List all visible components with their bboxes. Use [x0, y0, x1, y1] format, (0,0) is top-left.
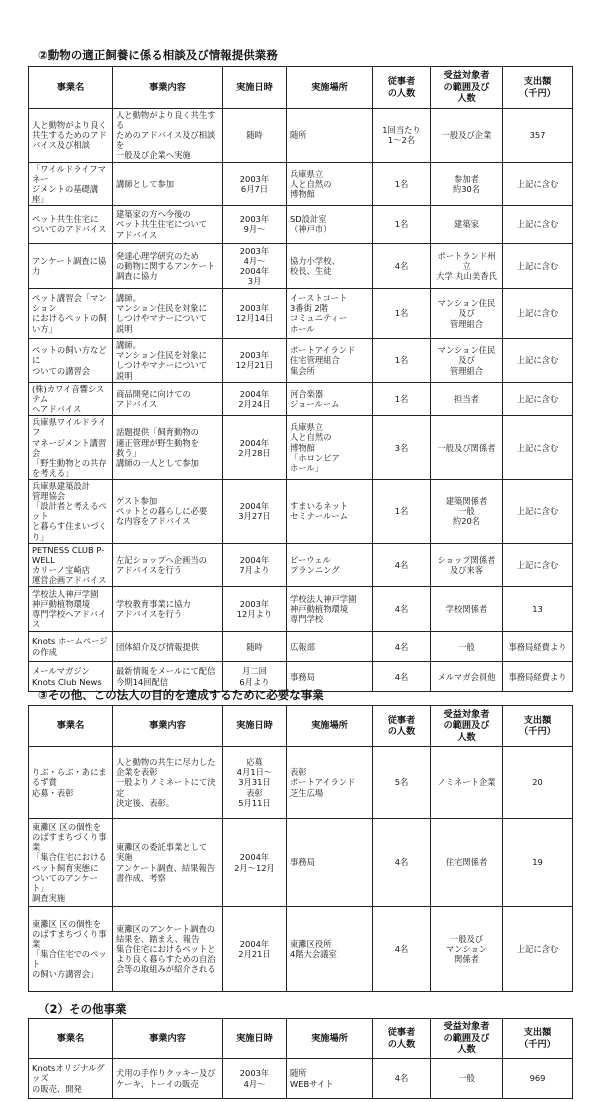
cell-beneficiaries: 一般及び マンション 関係者 — [431, 907, 503, 992]
header-row — [29, 1019, 573, 1059]
cell-staff-count: 4名 — [373, 662, 431, 692]
table-row — [29, 587, 573, 632]
cell-date: 2004年 7月より — [223, 543, 287, 586]
cell-staff-count: 1名 — [373, 288, 431, 338]
cell-project-content: 講師。 マンション住民を対象に しつけやマナーについて 説明 — [113, 288, 223, 338]
cell-expenditure: 上記に含む — [503, 288, 573, 338]
cell-date: 2003年 4月～ — [223, 1059, 287, 1099]
cell-expenditure: 上記に含む — [503, 479, 573, 543]
table-row — [29, 243, 573, 288]
cell-staff-count: 4名 — [373, 543, 431, 586]
col-header-expenditure: 支出額 （千円） — [503, 67, 573, 109]
table-row — [29, 205, 573, 243]
cell-date: 2003年 4月～ 2004年 3月 — [223, 243, 287, 288]
col-header-project-content: 事業内容 — [113, 1019, 223, 1059]
cell-date: 2004年 2月24日 — [223, 382, 287, 415]
section-heading-consultation: ②動物の適正飼養に係る相談及び情報提供業務 — [38, 48, 278, 62]
cell-expenditure: 上記に含む — [503, 907, 573, 992]
cell-beneficiaries: 一般 — [431, 1059, 503, 1099]
cell-project-name: 兵庫県ワイルドライフ マネージメント講習会 「野生動物との共存 を考える」 — [29, 416, 113, 480]
col-header-date: 実施日時 — [223, 1019, 287, 1059]
table-row — [29, 382, 573, 415]
cell-project-content: 最新情報をメールにて配信 今期14回配信 — [113, 662, 223, 692]
cell-venue: 表彰 ポートアイランド 芝生広場 — [287, 747, 373, 819]
cell-date: 2004年 2月～12月 — [223, 819, 287, 907]
cell-project-name: 「ワイルドライフマネー ジメントの基礎講座」 — [29, 162, 113, 205]
cell-venue: 広報部 — [287, 632, 373, 662]
cell-project-name: ペットの飼い方などに ついての講習会 — [29, 338, 113, 382]
cell-beneficiaries: 一般及び企業 — [431, 109, 503, 163]
cell-project-name: 人と動物がより良く 共生するためのアド バイス及び相談 — [29, 109, 113, 163]
table-row — [29, 819, 573, 907]
cell-venue: ポートアイランド 住宅管理組合 集会所 — [287, 338, 373, 382]
cell-beneficiaries: マンション住民及び 管理組合 — [431, 288, 503, 338]
cell-venue: 随所 WEBサイト — [287, 1059, 373, 1099]
cell-date: 2003年 6月7日 — [223, 162, 287, 205]
cell-date: 2003年 12月14日 — [223, 288, 287, 338]
col-header-project-content: 事業内容 — [113, 67, 223, 109]
cell-project-content: 団体紹介及び情報提供 — [113, 632, 223, 662]
cell-beneficiaries: マンション住民及び 管理組合 — [431, 338, 503, 382]
cell-expenditure: 上記に含む — [503, 243, 573, 288]
col-header-project-name: 事業名 — [29, 706, 113, 747]
cell-project-content: 建築家の方へ今後の ペット共生住宅について アドバイス — [113, 205, 223, 243]
cell-date: 随時 — [223, 632, 287, 662]
cell-expenditure: 上記に含む — [503, 205, 573, 243]
col-header-venue: 実施場所 — [287, 67, 373, 109]
header-row — [29, 67, 573, 109]
section-heading-other-purpose: ③その他、この法人の目的を達成するために必要な事業 — [38, 688, 324, 702]
table-row — [29, 543, 573, 586]
cell-venue: 東灘区役所 4階大会議室 — [287, 907, 373, 992]
col-header-beneficiaries: 受益対象者 の範囲及び 人数 — [431, 1019, 503, 1059]
cell-project-name: Knotsオリジナルグッズ の販売、開発 — [29, 1059, 113, 1099]
cell-staff-count: 5名 — [373, 747, 431, 819]
cell-venue: 河合楽器 ジョールーム — [287, 382, 373, 415]
cell-venue: 事務局 — [287, 662, 373, 692]
cell-staff-count: 1名 — [373, 479, 431, 543]
cell-staff-count: 1名 — [373, 382, 431, 415]
cell-date: 2003年 9月～ — [223, 205, 287, 243]
col-header-beneficiaries: 受益対象者 の範囲及び 人数 — [431, 67, 503, 109]
cell-project-content: 発達心理学研究のため の動物に関するアンケート 調査に協力 — [113, 243, 223, 288]
cell-project-name: アンケート調査に協力 — [29, 243, 113, 288]
cell-venue: すまいるネット セミナールーム — [287, 479, 373, 543]
cell-project-name: ペット共生住宅に ついてのアドバイス — [29, 205, 113, 243]
cell-project-name: りぶ・らぶ・あにまるず賞 応募・表彰 — [29, 747, 113, 819]
other-business-table — [28, 1018, 573, 1099]
table-row — [29, 747, 573, 819]
cell-beneficiaries: メルマガ会員他 — [431, 662, 503, 692]
cell-project-name: PETNESS CLUB P-WELL カリーノ宝崎店 運営企画アドバイス — [29, 543, 113, 586]
col-header-date: 実施日時 — [223, 706, 287, 747]
cell-beneficiaries: 学校関係者 — [431, 587, 503, 632]
cell-staff-count: 1名 — [373, 162, 431, 205]
col-header-project-name: 事業名 — [29, 1019, 113, 1059]
cell-venue: 協力小学校、 校長、生徒 — [287, 243, 373, 288]
cell-project-name: ペット講習会「マンション におけるペットの飼い方」 — [29, 288, 113, 338]
cell-venue: 兵庫県立 人と自然の 博物館 「ホロンピア ホール」 — [287, 416, 373, 480]
cell-date: 2004年 3月27日 — [223, 479, 287, 543]
cell-date: 2003年 12月より — [223, 587, 287, 632]
cell-project-content: 犬用の手作りクッキー及び ケーキ、トーイの販売 — [113, 1059, 223, 1099]
cell-project-name: メールマガジン Knots Club News — [29, 662, 113, 692]
cell-venue: 随所 — [287, 109, 373, 163]
cell-beneficiaries: 参加者 約30名 — [431, 162, 503, 205]
cell-date: 2004年 2月21日 — [223, 907, 287, 992]
cell-project-name: (株)カワイ音響システム へアドバイス — [29, 382, 113, 415]
cell-expenditure: 357 — [503, 109, 573, 163]
cell-beneficiaries: ノミネート企業 — [431, 747, 503, 819]
col-header-project-name: 事業名 — [29, 67, 113, 109]
col-header-expenditure: 支出額 （千円） — [503, 1019, 573, 1059]
cell-project-content: 人と動物がより良く共生する ためのアドバイス及び相談を 一般及び企業へ実施 — [113, 109, 223, 163]
section-heading-other-business: （2）その他事業 — [38, 1002, 127, 1016]
cell-date: 月二回 6月より — [223, 662, 287, 692]
cell-staff-count: 4名 — [373, 587, 431, 632]
cell-date: 2004年 2月28日 — [223, 416, 287, 480]
cell-staff-count: 4名 — [373, 243, 431, 288]
cell-expenditure: 事務局経費より — [503, 632, 573, 662]
cell-beneficiaries: 住宅関係者 — [431, 819, 503, 907]
col-header-staff-count: 従事者 の人数 — [373, 1019, 431, 1059]
col-header-expenditure: 支出額 （千円） — [503, 706, 573, 747]
cell-venue: イーストコート 3番街 2階 コミュニティー ホール — [287, 288, 373, 338]
cell-project-content: 講師として参加 — [113, 162, 223, 205]
table-row — [29, 288, 573, 338]
cell-staff-count: 4名 — [373, 819, 431, 907]
cell-project-content: 東灘区のアンケート調査の 結果を、踏まえ、報告 集合住宅におけるペットと より良く暮らすための自治 会等の取組みが紹介される — [113, 907, 223, 992]
cell-project-name: 東灘区 区の個性を のばすまちづくり事業 「集合住宅でのペット の飼い方講習会」 — [29, 907, 113, 992]
cell-expenditure: 20 — [503, 747, 573, 819]
cell-beneficiaries: ポートランド州立 大学 丸山美香氏 — [431, 243, 503, 288]
cell-project-content: 人と動物の共生に尽力した 企業を表彰 一般よりノミネートにて決定 決定後、表彰。 — [113, 747, 223, 819]
cell-staff-count: 4名 — [373, 632, 431, 662]
cell-date: 2003年 12月21日 — [223, 338, 287, 382]
header-row — [29, 706, 573, 747]
cell-staff-count: 1名 — [373, 205, 431, 243]
cell-date: 応募 4月1日～ 3月31日 表彰 5月11日 — [223, 747, 287, 819]
cell-project-content: 講師。 マンション住民を対象に しつけやマナーについて 説明 — [113, 338, 223, 382]
col-header-beneficiaries: 受益対象者 の範囲及び 人数 — [431, 706, 503, 747]
col-header-staff-count: 従事者 の人数 — [373, 67, 431, 109]
cell-project-content: 東灘区の委託事業として 実施 アンケート調査、結果報告 書作成、考察 — [113, 819, 223, 907]
col-header-date: 実施日時 — [223, 67, 287, 109]
cell-venue: 事務局 — [287, 819, 373, 907]
table-row — [29, 1059, 573, 1099]
cell-project-name: 兵庫県建築設計 管理協会 「設計者と考えるペット と暮らす住まいづくり」 — [29, 479, 113, 543]
cell-staff-count: 4名 — [373, 1059, 431, 1099]
cell-beneficiaries: 一般及び関係者 — [431, 416, 503, 480]
col-header-venue: 実施場所 — [287, 706, 373, 747]
table-row — [29, 338, 573, 382]
cell-expenditure: 13 — [503, 587, 573, 632]
cell-staff-count: 3名 — [373, 416, 431, 480]
table-row — [29, 416, 573, 480]
cell-project-name: 東灘区 区の個性を のばすまちづくり事業 「集合住宅における ペット飼育実態に ついてのアンケート」 調査実施 — [29, 819, 113, 907]
cell-expenditure: 上記に含む — [503, 416, 573, 480]
cell-expenditure: 19 — [503, 819, 573, 907]
cell-staff-count: 1回当たり 1～2名 — [373, 109, 431, 163]
cell-project-content: 学校教育事業に協力 アドバイスを行う — [113, 587, 223, 632]
col-header-venue: 実施場所 — [287, 1019, 373, 1059]
table-row — [29, 162, 573, 205]
table-row — [29, 479, 573, 543]
cell-venue: 学校法人神戸学園 神戸動植物環境 専門学校 — [287, 587, 373, 632]
cell-expenditure: 上記に含む — [503, 162, 573, 205]
cell-beneficiaries: 担当者 — [431, 382, 503, 415]
cell-beneficiaries: 建築関係者 一般 約20名 — [431, 479, 503, 543]
cell-staff-count: 4名 — [373, 907, 431, 992]
cell-project-name: Knots ホームページ の作成 — [29, 632, 113, 662]
cell-expenditure: 事務局経費より — [503, 662, 573, 692]
other-purpose-table — [28, 705, 573, 992]
cell-beneficiaries: ショップ関係者 及び来客 — [431, 543, 503, 586]
cell-staff-count: 1名 — [373, 338, 431, 382]
cell-project-content: 話題提供「飼育動物の 適正管理が野生動物を 救う」 講師の一人として参加 — [113, 416, 223, 480]
cell-beneficiaries: 建築家 — [431, 205, 503, 243]
cell-expenditure: 上記に含む — [503, 338, 573, 382]
cell-project-content: ゲスト参加 ペットとの暮らしに必要 な内容をアドバイス — [113, 479, 223, 543]
cell-project-name: 学校法人神戸学園 神戸動植物環境 専門学校へアドバイス — [29, 587, 113, 632]
cell-beneficiaries: 一般 — [431, 632, 503, 662]
cell-venue: 兵庫県立 人と自然の 博物館 — [287, 162, 373, 205]
col-header-project-content: 事業内容 — [113, 706, 223, 747]
table-row — [29, 632, 573, 662]
consultation-table — [28, 66, 573, 692]
cell-project-content: 商品開発に向けての アドバイス — [113, 382, 223, 415]
cell-date: 随時 — [223, 109, 287, 163]
cell-venue: SD設計室 （神戸市） — [287, 205, 373, 243]
cell-expenditure: 上記に含む — [503, 382, 573, 415]
cell-expenditure: 969 — [503, 1059, 573, 1099]
col-header-staff-count: 従事者 の人数 — [373, 706, 431, 747]
cell-project-content: 左記ショップへ企画当の アドバイスを行う — [113, 543, 223, 586]
cell-venue: ピーウェル プランニング — [287, 543, 373, 586]
cell-expenditure: 上記に含む — [503, 543, 573, 586]
table-row — [29, 907, 573, 992]
table-row — [29, 109, 573, 163]
